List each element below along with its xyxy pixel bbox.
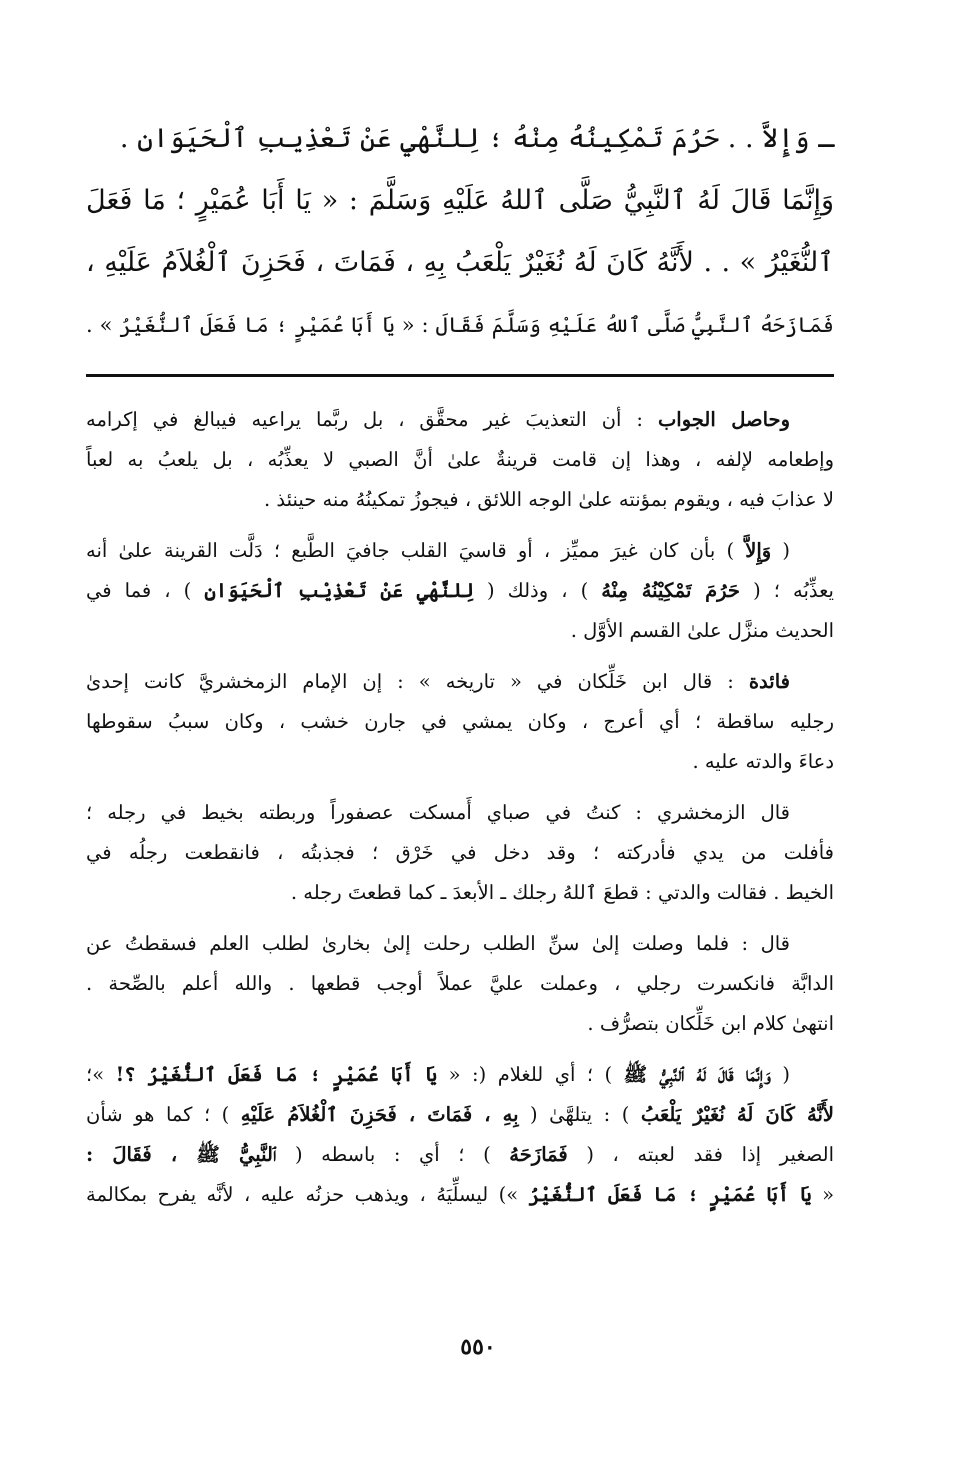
main-text-line: ـ وَإِلاَّ . . حَرُمَ تَمْكِينُهُ مِنْهُ ؛ لِلنَّهْيِ عَنْ تَعْذِيبِ ٱلْحَيَوَانِ . <box>119 123 834 154</box>
separator-rule <box>86 374 834 377</box>
paragraph-travel: قال : فلما وصلت إلىٰ سنِّ الطلب رحلت إلىٰ بخارىٰ لطلب العلم فسقطتُ عن الدابَّة فانكسرت رجلي ، وعملت عليَّ عملاً أوجب قطعها . والله أعلم بالصِّحة . انتهىٰ كلام ابن خَلِّكان بتصرُّف . <box>86 932 834 1035</box>
main-text-line: ٱلنُّغَيْرُ » . . لأَنَّهُ كَانَ لَهُ نُغَيْرٌ يَلْعَبُ بِهِ ، فَمَاتَ ، فَحَزِنَ ٱلْغُلاَمُ عَلَيْهِ ، <box>86 247 834 278</box>
main-text-line: فَمَازَحَهُ ٱلنَّبِيُّ صَلَّى ٱللهُ عَلَيْهِ وَسَلَّمَ فَقَالَ : « يَا أَبَا عُمَيْرٍ ؛ مَا فَعَلَ ٱلنُّغَيْرُ » . <box>86 313 834 337</box>
paragraph-otherwise: ( وَإِلاَّ ) بأن كان غيرَ مميِّز ، أو قاسيَ القلب جافيَ الطَّبع ؛ دَلَّت القرينة علىٰ أنه يعذِّبُه ؛ ( حَرُمَ تَمْكِيْنُهُ مِنْهُ ) ، وذلك ( لِلنَّهْيِ عَنْ تَعْذِيْبِ ٱلْحَيَوَانِ ) ، فما في الحديث منزَّل علىٰ القسم الأوَّل . <box>86 539 834 642</box>
page-number: ٥٥٠ <box>460 1334 496 1360</box>
paragraph-hadith-explanation: ( وَإِنَّمَا قَالَ لَهُ ٱلنَّبِيُّ ﷺ ) ؛ أي للغلام (: « يَا أَبَا عُمَيْرٍ ؛ مَا فَعَلَ ٱلنُّغَيْرُ ؟! »؛ لأَنَّهُ كَانَ لَهُ نُغَيْرٌ يَلْعَبُ ) : يتلهَّىٰ ( بِهِ ، فَمَاتَ ، فَحَزِنَ ٱلْغُلاَمُ عَلَيْهِ ) ؛ كما هو شأن الصغير إذا فقد لعبته ، ( فَمَازَحَهُ ) ؛ أي : باسطه ( ٱلنَّبِيُّ ﷺ ، فَقَالَ : « يَا أَبَا عُمَيْرٍ ؛ مَا فَعَلَ ٱلنُّغَيْرُ ») ليسلِّيَهُ ، ويذهب حزنُه عليه ، لأنَّه يفرح بمكالمة <box>86 1063 835 1206</box>
commentary-text <box>86 400 834 1226</box>
main-text <box>86 108 834 356</box>
heading-benefit: فائدة <box>748 670 790 693</box>
paragraph-benefit: فائدة : قال ابن خَلِّكان في « تاريخه » : إن الإمام الزمخشريَّ كانت إحدىٰ رجليه ساقطة ؛ أي أعرج ، وكان يمشي في جارن خشب ، وكان سببُ سقوطها دعاءَ والدته عليه . <box>86 670 834 773</box>
heading-conclusion: وحاصل الجواب <box>657 408 791 431</box>
main-text-line: وَإِنَّمَا قَالَ لَهُ ٱلنَّبِيُّ صَلَّى ٱللهُ عَلَيْهِ وَسَلَّمَ : « يَا أَبَا عُمَيْرٍ ؛ مَا فَعَلَ <box>86 185 834 216</box>
paragraph-zamakhshari: قال الزمخشري : كنتُ في صباي أَمسكت عصفوراً وربطته بخيط في رجله ؛ فأفلت من يدي فأدركته ؛ وقد دخل في خَرْق ؛ فجذبتُه ، فانقطعت رجلُه في الخيط . فقالت والدتي : قطعَ ٱللهُ رجلك ـ الأبعدَ ـ كما قطعتَ رجله . <box>86 801 834 904</box>
paragraph-conclusion: وحاصل الجواب : أن التعذيبَ غير محقَّق ، بل ربَّما يراعيه فيبالغ في إكرامه وإطعامه لإلفه ، وهذا إن قامت قرينةٌ علىٰ أنَّ الصبي لا يعذِّبُه ، بل يلعبُ به لعباً لا عذابَ فيه ، ويقوم بمؤنته علىٰ الوجه اللائق ، فيجوزُ تمكينُهُ منه حينئذ . <box>86 408 834 511</box>
